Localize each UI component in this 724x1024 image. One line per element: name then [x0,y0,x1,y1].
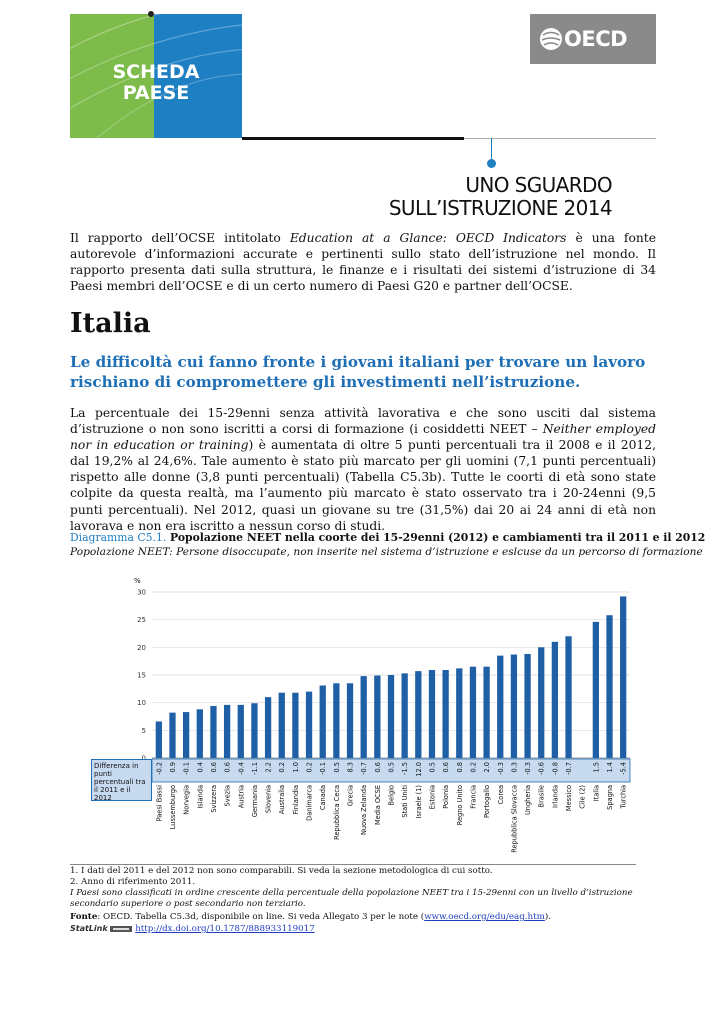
category-label: Portogallo [483,785,492,819]
category-label: Estonia [428,785,437,810]
bar [483,667,489,758]
footnote-2: 2. Anno di riferimento 2011. [70,877,196,887]
figure-subtitle: Popolazione NEET: Persone disoccupate, non inserite nel sistema d’istruzione e eslcuse da un percorso di formazione [70,546,703,558]
source-label: Fonte [70,912,98,922]
difference-value: 0.6 [442,762,451,773]
category-label: Islanda [196,785,205,809]
bar [210,706,216,758]
category-label: Repubblica Slovacca [510,785,519,853]
y-tick-label: 20 [137,643,146,652]
chart-y-label: % [134,577,141,585]
category-label: Slovenia [264,785,273,814]
difference-value: -0.3 [496,762,505,775]
category-label: Ungheria [524,785,533,816]
bar [388,675,394,758]
bar [552,642,558,758]
source-text: : OECD. Tabella C5.3d, disponibile on line. Si veda Allegato 3 per le note ( [97,912,425,922]
difference-value: -0.4 [237,762,246,775]
category-label: Danimarca [305,785,314,821]
bar [497,656,503,758]
y-tick-label: 10 [137,699,146,708]
banner-title-line1: SCHEDA [112,61,200,83]
difference-value: 0.5 [428,762,437,773]
bar [361,676,367,758]
intro-text-1: Il rapporto dell’OCSE intitolato [70,231,290,245]
intro-paragraph [70,230,656,294]
category-label: Svezia [223,785,232,807]
category-label: Repubblica Ceca [332,785,341,840]
category-label: Brasile [537,785,546,808]
statlink-logo: StatLink [70,924,108,933]
header-rule-black [242,137,464,140]
y-tick-label: 5 [141,726,146,735]
body-text-2: ) è aumentata di oltre 5 punti percentuali tra il 2008 e il 2012, dal 19,2% al 24,6%. Tale aumento è stato più marcato per gli uomini (7,1 punti percentuali) rispetto alle donne (3,8 punti percentuali) (Tabella C5.3b). Tutte le coorti di età sono state colpite da questa realtà, ma l’aumento più marcato è stato osservato tra i 20-24enni (9,5 punti percentuali). Nel 2012, quasi un giovane su tre (31,5%) dai 20 ai 24 anni di età non lavorava e non era iscritto a nessun corso di studi. [70,438,656,533]
difference-value: 0.2 [469,762,478,773]
oecd-logo-text: OECD [564,27,628,51]
bar [238,705,244,758]
bar [442,670,448,758]
bar [402,673,408,758]
bar [265,697,271,758]
bar [224,705,230,758]
difference-value: 0.4 [196,762,205,773]
difference-value: 0.6 [223,762,232,773]
category-label: Svizzera [209,785,218,813]
bar [251,703,257,758]
country-heading: Italia [70,308,151,339]
headline: Le difficoltà cui fanno fronte i giovani italiani per trovare un lavoro rischiano di compromettere gli investimenti nell’istruzione. [70,353,646,391]
difference-value: 0.8 [455,762,464,773]
intro-text-2: è una fonte autorevole d’informazioni accurate e pertinenti sullo stato dell’istruzione nel mondo. Il rapporto presenta dati sulla struttura, le finanze e i risultati dei sistemi d’istruzione di 34 Paesi membri dell’OCSE e di un certo numero di Paesi G20 e partner dell’OCSE. [70,231,656,294]
category-label: Grecia [346,785,355,807]
bar [320,686,326,758]
difference-value: 2.2 [264,762,273,773]
bar [156,721,162,758]
difference-legend-box: Differenza in punti percentuali tra il 2011 e il 2012 [91,759,152,801]
bar [470,667,476,758]
difference-value: 0.3 [510,762,519,773]
y-tick-label: 25 [137,616,146,625]
difference-value: 0.5 [332,762,341,773]
statlink-url[interactable]: http://dx.doi.org/10.1787/888933119017 [135,924,315,934]
bar [183,712,189,758]
difference-value: -0.1 [182,762,191,775]
difference-value: 1.4 [606,762,615,773]
bar [306,692,312,758]
body-neet-definition: Neither employed nor in education or training [70,422,656,453]
difference-value: -0.6 [537,762,546,775]
difference-value: 0.2 [278,762,287,773]
difference-value: 12.0 [414,762,423,777]
difference-value: -0.3 [524,762,533,775]
bar [292,693,298,758]
scheda-paese-banner [70,14,242,138]
oecd-logo [530,14,656,64]
bar [415,671,421,758]
category-label: Belgio [387,785,396,806]
category-label: Germania [250,785,259,818]
difference-value: -0.1 [319,762,328,775]
category-label: Stati Uniti [401,785,410,818]
difference-value: -0.7 [360,762,369,775]
neet-bar-chart [90,572,640,862]
bar [429,670,435,758]
publication-title-line2: SULL’ISTRUZIONE 2014 [388,196,612,220]
difference-value: -0.8 [551,762,560,775]
category-label: Nuova Zelanda [360,785,369,836]
category-label: Francia [469,785,478,809]
bar [456,668,462,758]
category-label: Australia [278,785,287,815]
bar [593,622,599,758]
bar [333,683,339,758]
footnote-separator [70,864,636,865]
difference-value: 0.5 [387,762,396,773]
bar [279,693,285,758]
figure-label: Diagramma C5.1. [70,531,167,544]
category-label: Corea [496,785,505,805]
category-label: Norvegia [182,785,191,815]
publication-title [330,174,612,220]
bar [511,655,517,758]
statlink-icon [110,925,132,933]
category-label: Israele (1) [414,785,423,819]
category-label: Finlandia [291,785,300,815]
figure-title [70,530,706,546]
body-paragraph [70,405,656,534]
difference-value: -0.7 [565,762,574,775]
category-label: Austria [237,785,246,809]
category-label: Turchia [619,785,628,809]
header-rule-grey [464,138,656,139]
chart-svg [90,572,640,862]
footnote-source [70,912,660,923]
difference-value: 1.5 [592,762,601,773]
banner-title [70,62,242,104]
y-tick-label: 30 [137,588,146,597]
category-label: Lussemburgo [168,785,177,830]
category-label: Spagna [606,785,615,810]
chart-difference-row [152,759,630,782]
difference-value: -5.4 [619,762,628,775]
statlink-row [70,923,660,935]
difference-value: 8.3 [346,762,355,773]
category-label: Italia [592,785,601,802]
difference-value: -1.5 [401,762,410,775]
difference-value: 1.0 [291,762,300,773]
category-label: Regno Unito [455,785,464,826]
category-label: Paesi Bassi [155,785,164,822]
difference-value: -0.2 [155,762,164,775]
bar [565,636,571,758]
difference-value: 0.6 [373,762,382,773]
banner-title-line2: PAESE [122,82,190,104]
difference-value: 0.6 [209,762,218,773]
category-label: Cile (2) [578,785,587,809]
category-label: Messico [565,785,574,812]
difference-value: 2.0 [483,762,492,773]
category-label: Media OCSE [373,785,382,826]
bar [169,713,175,758]
publication-title-line1: UNO SGUARDO [465,173,612,197]
difference-value: 0.9 [168,762,177,773]
category-label: Polonia [442,785,451,809]
category-label: Irlanda [551,785,560,808]
figure-title-text: Popolazione NEET nella coorte dei 15-29enni (2012) e cambiamenti tra il 2011 e il 2012 [166,531,706,544]
bar [347,683,353,758]
footnote-1: 1. I dati del 2011 e del 2012 non sono comparabili. Si veda la sezione metodologica di cui sotto. [70,866,493,876]
bar [524,654,530,758]
difference-value: 0.2 [305,762,314,773]
bar [197,709,203,758]
y-tick-label: 15 [137,671,146,680]
footnote-ranking-note: I Paesi sono classificati in ordine crescente della percentuale della popolazione NEET tra i 15-29enni con un livello d’istruzione secondario superiore o post secondario non terziario. [70,888,633,909]
header-blue-dot [487,159,496,168]
bar [538,647,544,758]
source-end: ). [544,912,552,922]
source-link[interactable]: www.oecd.org/edu/eag.htm [424,912,545,922]
intro-publication-name: Education at a Glance: OECD Indicators [289,231,567,245]
bar [620,596,626,758]
decorative-dot [148,11,154,17]
difference-value: -1.1 [250,762,259,775]
body-text-1: La percentuale dei 15-29enni senza attività lavorativa e che sono usciti dal sistema d’istruzione o non sono iscritti a corsi di formazione (i cosiddetti NEET – [70,406,656,437]
category-label: Canada [319,785,328,811]
bar [606,615,612,758]
bar [374,676,380,758]
globe-icon [538,26,564,52]
